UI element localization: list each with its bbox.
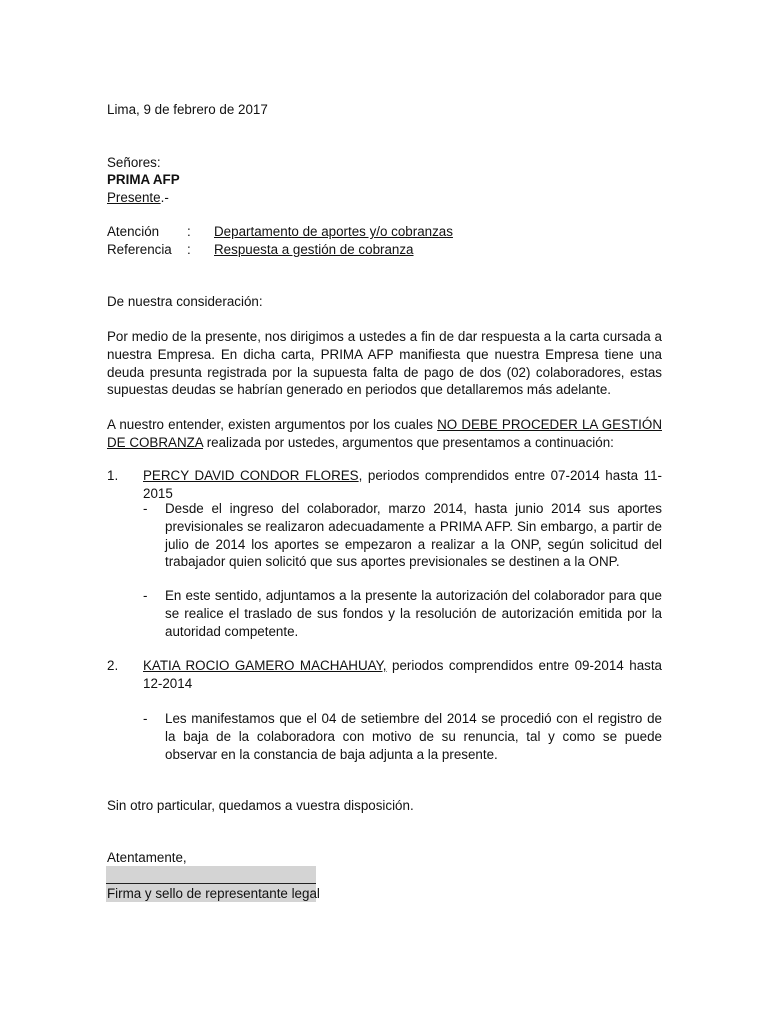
list-item-text [143, 657, 662, 693]
sign-off: Atentamente, [107, 850, 187, 865]
reference-label: Referencia [107, 242, 172, 257]
sub-point [0, 500, 768, 572]
paragraph-arguments-emphasis: NO DEBE PROCEDER LA GESTIÓN DE COBRANZA [107, 417, 662, 450]
list-item-period: periodos comprendidos entre 09-2014 hasta 12-2014 [143, 658, 663, 691]
reference-row [0, 241, 768, 259]
list-item-number: 2. [107, 658, 119, 673]
attention-row [0, 223, 768, 241]
list-item [0, 657, 768, 693]
presente-word: Presente [107, 190, 161, 205]
list-item [0, 467, 768, 501]
list-item-text [143, 467, 662, 503]
attention-label: Atención [107, 224, 160, 239]
sub-point-text: Desde el ingreso del colaborador, marzo 2014, hasta junio 2014 sus aportes previsionales se realizaron adecuadamente a PRIMA AFP. Sin embargo, a partir de julio de 2014 los aportes se empezaron a realizar a la ONP, según solicitud del trabajador quien solicitó que sus aportes previsionales se destinen a la ONP. [165, 501, 662, 570]
list-item-name: KATIA ROCIO GAMERO MACHAHUAY, [143, 658, 387, 673]
attention-value: Departamento de aportes y/o cobranzas [214, 224, 453, 239]
signature-label: Firma y sello de representante legal [107, 886, 320, 901]
list-item-name: PERCY DAVID CONDOR FLORES [143, 468, 359, 483]
dash-bullet: - [143, 711, 148, 726]
attention-colon: : [187, 224, 191, 239]
recipient-salutation: Señores: [107, 155, 161, 170]
greeting: De nuestra consideración: [107, 294, 263, 309]
paragraph-arguments [107, 416, 662, 452]
letter-date: Lima, 9 de febrero de 2017 [107, 102, 268, 117]
sub-point-text: En este sentido, adjuntamos a la presente la autorización del colaborador para que se realice el traslado de sus fondos y la resolución de autorización emitida por la autoridad competente. [165, 588, 662, 639]
recipient-company: PRIMA AFP [107, 172, 180, 187]
reference-colon: : [187, 242, 191, 257]
paragraph-intro: Por medio de la presente, nos dirigimos a ustedes a fin de dar respuesta a la carta cursada a nuestra Empresa. En dicha carta, PRIMA AFP manifiesta que nuestra Empresa tiene una deuda presunta registrada por la supuesta falta de pago de dos (02) colaboradores, estas supuestas deudas se habrían generado en periodos que detallaremos más adelante. [107, 329, 662, 398]
paragraph-arguments-before: A nuestro entender, existen argumentos por los cuales [107, 417, 438, 432]
paragraph-arguments-after: realizada por ustedes, argumentos que presentamos a continuación: [202, 434, 614, 450]
list-item-period: , periodos comprendidos entre 07-2014 hasta 11-2015 [143, 468, 662, 501]
sub-point-text: Les manifestamos que el 04 de setiembre del 2014 se procedió con el registro de la baja de la colaboradora con motivo de su renuncia, tal y como se puede observar en la constancia de baja adjunta a la presente. [165, 711, 662, 762]
presente-suffix: .- [160, 190, 169, 205]
dash-bullet: - [143, 501, 148, 516]
sub-point [0, 587, 768, 641]
dash-bullet: - [143, 588, 148, 603]
sub-point [0, 710, 768, 764]
signature-line [106, 883, 316, 884]
reference-value: Respuesta a gestión de cobranza [214, 242, 414, 257]
closing-text: Sin otro particular, quedamos a vuestra disposición. [107, 798, 414, 813]
list-item-number: 1. [107, 468, 119, 483]
recipient-presente [107, 189, 169, 207]
